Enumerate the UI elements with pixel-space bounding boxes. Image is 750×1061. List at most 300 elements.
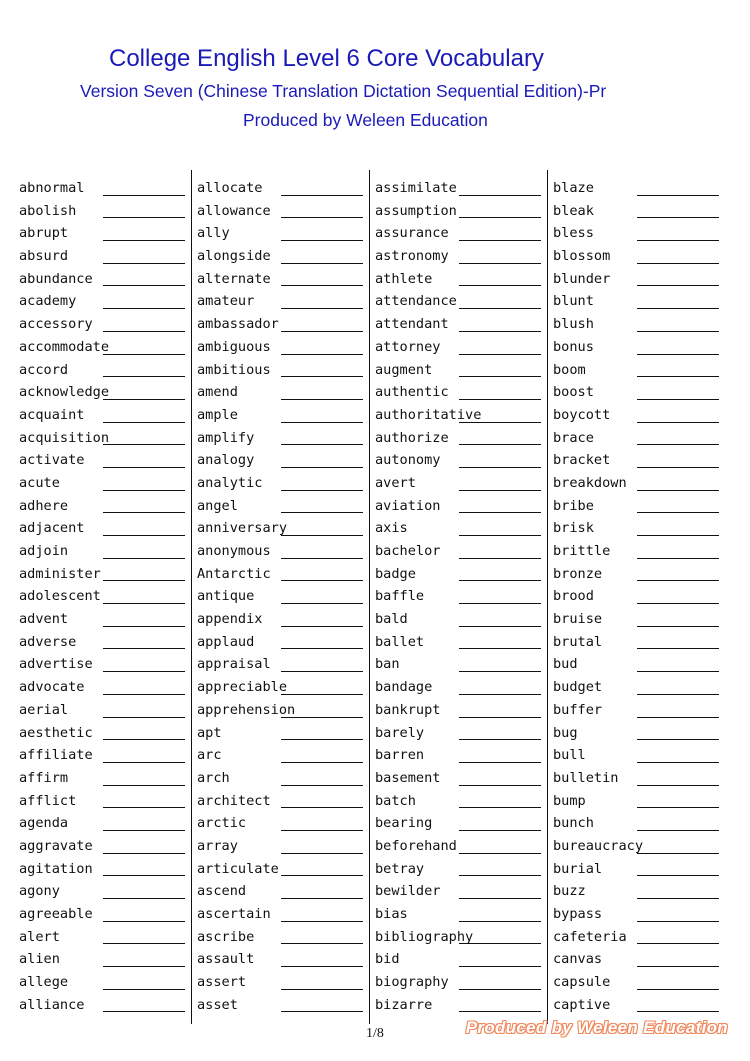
translation-blank[interactable] bbox=[459, 467, 541, 468]
vocab-word: basement bbox=[375, 769, 441, 786]
vocab-word: barely bbox=[375, 724, 425, 741]
vocab-row bbox=[19, 608, 189, 631]
vocab-word: absurd bbox=[19, 248, 69, 265]
translation-blank[interactable] bbox=[459, 875, 541, 876]
translation-blank[interactable] bbox=[637, 354, 719, 355]
translation-blank[interactable] bbox=[281, 966, 363, 967]
vocab-row bbox=[375, 722, 545, 745]
translation-blank[interactable] bbox=[459, 1011, 541, 1012]
vocab-row bbox=[553, 290, 723, 313]
translation-blank[interactable] bbox=[103, 717, 185, 718]
vocab-row bbox=[553, 790, 723, 813]
vocab-column-3 bbox=[375, 177, 545, 1016]
vocab-word: agreeable bbox=[19, 906, 93, 922]
vocab-row bbox=[553, 631, 723, 654]
vocab-word: bracket bbox=[553, 452, 611, 469]
translation-blank[interactable] bbox=[281, 422, 363, 423]
vocab-word: ally bbox=[197, 225, 230, 242]
translation-blank[interactable] bbox=[459, 444, 541, 445]
vocab-word: bulletin bbox=[553, 769, 619, 786]
translation-blank[interactable] bbox=[459, 490, 541, 491]
vocab-row bbox=[197, 404, 367, 427]
translation-blank[interactable] bbox=[637, 240, 719, 241]
vocab-word: affirm bbox=[19, 769, 69, 786]
vocab-row bbox=[375, 699, 545, 722]
vocab-row bbox=[197, 926, 367, 949]
translation-blank[interactable] bbox=[637, 671, 719, 672]
translation-blank[interactable] bbox=[459, 626, 541, 627]
translation-blank[interactable] bbox=[281, 263, 363, 264]
vocab-row bbox=[375, 313, 545, 336]
translation-blank[interactable] bbox=[281, 217, 363, 218]
translation-blank[interactable] bbox=[103, 603, 185, 604]
vocab-word: bypass bbox=[553, 906, 603, 922]
vocab-word: alert bbox=[19, 928, 60, 945]
translation-blank[interactable] bbox=[637, 966, 719, 967]
vocab-row bbox=[375, 245, 545, 268]
vocab-word: apt bbox=[197, 724, 222, 741]
vocab-word: bachelor bbox=[375, 543, 441, 559]
translation-blank[interactable] bbox=[459, 717, 541, 718]
vocab-word: abnormal bbox=[19, 180, 85, 196]
vocab-row bbox=[553, 812, 723, 835]
vocab-word: badge bbox=[375, 565, 416, 582]
translation-blank[interactable] bbox=[637, 376, 719, 377]
translation-blank[interactable] bbox=[459, 240, 541, 241]
vocab-row bbox=[19, 948, 189, 971]
vocab-word: bibliography bbox=[375, 928, 474, 945]
translation-blank[interactable] bbox=[637, 626, 719, 627]
translation-blank[interactable] bbox=[459, 671, 541, 672]
vocab-word: brace bbox=[553, 429, 594, 446]
vocab-row bbox=[197, 858, 367, 881]
vocab-word: antique bbox=[197, 588, 255, 605]
translation-blank[interactable] bbox=[281, 807, 363, 808]
translation-blank[interactable] bbox=[459, 694, 541, 695]
vocab-row bbox=[553, 381, 723, 404]
translation-blank[interactable] bbox=[637, 785, 719, 786]
vocab-row bbox=[375, 880, 545, 903]
vocab-row bbox=[197, 177, 367, 200]
translation-blank[interactable] bbox=[103, 331, 185, 332]
translation-blank[interactable] bbox=[637, 580, 719, 581]
translation-blank[interactable] bbox=[637, 694, 719, 695]
translation-blank[interactable] bbox=[103, 989, 185, 990]
vocab-row bbox=[19, 268, 189, 291]
translation-blank[interactable] bbox=[103, 875, 185, 876]
translation-blank[interactable] bbox=[103, 739, 185, 740]
vocab-row bbox=[19, 653, 189, 676]
translation-blank[interactable] bbox=[637, 898, 719, 899]
vocab-word: authoritative bbox=[375, 406, 482, 423]
vocab-row bbox=[375, 427, 545, 450]
vocab-word: assurance bbox=[375, 225, 449, 242]
vocab-row bbox=[19, 676, 189, 699]
vocab-row bbox=[19, 563, 189, 586]
vocab-row bbox=[553, 608, 723, 631]
vocab-row bbox=[197, 268, 367, 291]
vocab-row bbox=[197, 495, 367, 518]
vocab-word: alternate bbox=[197, 270, 271, 287]
translation-blank[interactable] bbox=[459, 921, 541, 922]
vocab-word: bureaucracy bbox=[553, 837, 644, 854]
translation-blank[interactable] bbox=[103, 943, 185, 944]
vocab-word: apprehension bbox=[197, 701, 296, 718]
vocab-word: ascend bbox=[197, 883, 247, 900]
vocab-row bbox=[375, 200, 545, 223]
translation-blank[interactable] bbox=[281, 921, 363, 922]
vocab-word: ambitious bbox=[197, 361, 271, 378]
translation-blank[interactable] bbox=[637, 444, 719, 445]
translation-blank[interactable] bbox=[103, 263, 185, 264]
vocab-row bbox=[553, 835, 723, 858]
vocab-row bbox=[19, 472, 189, 495]
translation-blank[interactable] bbox=[281, 671, 363, 672]
vocab-row bbox=[553, 926, 723, 949]
translation-blank[interactable] bbox=[459, 535, 541, 536]
vocab-row bbox=[197, 200, 367, 223]
vocab-row bbox=[19, 767, 189, 790]
vocab-row bbox=[375, 472, 545, 495]
translation-blank[interactable] bbox=[281, 331, 363, 332]
translation-blank[interactable] bbox=[637, 422, 719, 423]
vocab-row bbox=[375, 858, 545, 881]
translation-blank[interactable] bbox=[637, 1011, 719, 1012]
vocab-word: bewilder bbox=[375, 883, 441, 900]
vocab-row bbox=[19, 495, 189, 518]
translation-blank[interactable] bbox=[459, 943, 541, 944]
vocab-row bbox=[375, 971, 545, 994]
translation-blank[interactable] bbox=[637, 603, 719, 604]
vocab-row bbox=[553, 676, 723, 699]
vocab-row bbox=[375, 495, 545, 518]
translation-blank[interactable] bbox=[459, 580, 541, 581]
vocab-word: acknowledge bbox=[19, 384, 110, 401]
translation-blank[interactable] bbox=[281, 898, 363, 899]
translation-blank[interactable] bbox=[459, 898, 541, 899]
translation-blank[interactable] bbox=[103, 1011, 185, 1012]
vocab-word: aerial bbox=[19, 701, 69, 718]
translation-blank[interactable] bbox=[459, 376, 541, 377]
translation-blank[interactable] bbox=[281, 717, 363, 718]
translation-blank[interactable] bbox=[103, 762, 185, 763]
vocab-column-2 bbox=[197, 177, 367, 1016]
vocab-row bbox=[197, 313, 367, 336]
vocab-row bbox=[197, 608, 367, 631]
vocab-row bbox=[197, 359, 367, 382]
translation-blank[interactable] bbox=[281, 603, 363, 604]
translation-blank[interactable] bbox=[459, 308, 541, 309]
translation-blank[interactable] bbox=[281, 354, 363, 355]
vocab-column-4 bbox=[553, 177, 723, 1016]
translation-blank[interactable] bbox=[103, 285, 185, 286]
translation-blank[interactable] bbox=[281, 739, 363, 740]
vocab-row bbox=[197, 835, 367, 858]
translation-blank[interactable] bbox=[637, 830, 719, 831]
vocab-row bbox=[375, 563, 545, 586]
vocab-row bbox=[375, 608, 545, 631]
translation-blank[interactable] bbox=[103, 444, 185, 445]
translation-blank[interactable] bbox=[459, 263, 541, 264]
translation-blank[interactable] bbox=[637, 717, 719, 718]
vocab-row bbox=[19, 200, 189, 223]
translation-blank[interactable] bbox=[459, 989, 541, 990]
vocab-word: capsule bbox=[553, 974, 611, 991]
vocab-row bbox=[197, 971, 367, 994]
vocab-word: aggravate bbox=[19, 837, 93, 854]
translation-blank[interactable] bbox=[103, 807, 185, 808]
vocab-word: astronomy bbox=[375, 248, 449, 265]
vocab-word: ballet bbox=[375, 633, 425, 650]
translation-blank[interactable] bbox=[103, 490, 185, 491]
translation-blank[interactable] bbox=[103, 217, 185, 218]
translation-blank[interactable] bbox=[281, 535, 363, 536]
vocab-word: amplify bbox=[197, 429, 255, 446]
vocab-word: advent bbox=[19, 611, 69, 628]
translation-blank[interactable] bbox=[103, 853, 185, 854]
translation-blank[interactable] bbox=[637, 399, 719, 400]
translation-blank[interactable] bbox=[637, 762, 719, 763]
vocab-row bbox=[19, 699, 189, 722]
translation-blank[interactable] bbox=[637, 535, 719, 536]
vocab-row bbox=[553, 200, 723, 223]
translation-blank[interactable] bbox=[637, 921, 719, 922]
vocab-word: anonymous bbox=[197, 543, 271, 559]
translation-blank[interactable] bbox=[103, 648, 185, 649]
translation-blank[interactable] bbox=[281, 467, 363, 468]
translation-blank[interactable] bbox=[459, 285, 541, 286]
translation-blank[interactable] bbox=[459, 603, 541, 604]
vocab-word: bias bbox=[375, 906, 408, 922]
translation-blank[interactable] bbox=[281, 195, 363, 196]
translation-blank[interactable] bbox=[637, 285, 719, 286]
vocab-row bbox=[19, 880, 189, 903]
vocab-row bbox=[19, 540, 189, 563]
vocab-word: aviation bbox=[375, 497, 441, 514]
translation-blank[interactable] bbox=[637, 490, 719, 491]
vocab-word: biography bbox=[375, 974, 449, 991]
vocab-row bbox=[19, 631, 189, 654]
vocab-row bbox=[553, 880, 723, 903]
translation-blank[interactable] bbox=[103, 898, 185, 899]
vocab-word: analytic bbox=[197, 474, 263, 491]
vocab-word: arch bbox=[197, 769, 230, 786]
vocab-word: blaze bbox=[553, 180, 594, 196]
translation-blank[interactable] bbox=[103, 580, 185, 581]
translation-blank[interactable] bbox=[637, 512, 719, 513]
translation-blank[interactable] bbox=[459, 558, 541, 559]
translation-blank[interactable] bbox=[103, 558, 185, 559]
translation-blank[interactable] bbox=[459, 354, 541, 355]
vocab-word: bruise bbox=[553, 611, 603, 628]
vocab-row bbox=[553, 427, 723, 450]
vocab-row bbox=[19, 858, 189, 881]
translation-blank[interactable] bbox=[103, 354, 185, 355]
translation-blank[interactable] bbox=[281, 830, 363, 831]
vocab-word: affiliate bbox=[19, 747, 93, 764]
translation-blank[interactable] bbox=[637, 853, 719, 854]
vocab-word: ascertain bbox=[197, 906, 271, 922]
translation-blank[interactable] bbox=[103, 422, 185, 423]
vocab-row bbox=[19, 313, 189, 336]
translation-blank[interactable] bbox=[103, 195, 185, 196]
vocab-word: buffer bbox=[553, 701, 603, 718]
translation-blank[interactable] bbox=[281, 240, 363, 241]
translation-blank[interactable] bbox=[103, 535, 185, 536]
translation-blank[interactable] bbox=[637, 558, 719, 559]
translation-blank[interactable] bbox=[459, 217, 541, 218]
translation-blank[interactable] bbox=[103, 694, 185, 695]
vocab-row bbox=[197, 699, 367, 722]
translation-blank[interactable] bbox=[459, 512, 541, 513]
translation-blank[interactable] bbox=[103, 512, 185, 513]
vocab-word: boycott bbox=[553, 406, 611, 423]
translation-blank[interactable] bbox=[281, 853, 363, 854]
translation-blank[interactable] bbox=[281, 1011, 363, 1012]
vocab-row bbox=[19, 926, 189, 949]
vocab-word: authorize bbox=[375, 429, 449, 446]
translation-blank[interactable] bbox=[459, 853, 541, 854]
translation-blank[interactable] bbox=[103, 671, 185, 672]
vocab-word: anniversary bbox=[197, 520, 288, 537]
vocab-row bbox=[197, 722, 367, 745]
vocab-word: advocate bbox=[19, 679, 85, 696]
vocab-row bbox=[553, 222, 723, 245]
translation-blank[interactable] bbox=[637, 195, 719, 196]
vocab-word: amend bbox=[197, 384, 238, 401]
vocab-word: administer bbox=[19, 565, 101, 582]
vocab-row bbox=[553, 653, 723, 676]
vocab-word: analogy bbox=[197, 452, 255, 469]
vocab-row bbox=[553, 903, 723, 926]
page-title: College English Level 6 Core Vocabulary bbox=[109, 45, 544, 72]
translation-blank[interactable] bbox=[459, 739, 541, 740]
translation-blank[interactable] bbox=[459, 966, 541, 967]
vocab-word: blunt bbox=[553, 293, 594, 310]
translation-blank[interactable] bbox=[103, 830, 185, 831]
translation-blank[interactable] bbox=[637, 807, 719, 808]
translation-blank[interactable] bbox=[103, 467, 185, 468]
translation-blank[interactable] bbox=[281, 875, 363, 876]
vocab-row bbox=[197, 653, 367, 676]
vocab-word: array bbox=[197, 837, 238, 854]
vocab-row bbox=[553, 948, 723, 971]
translation-blank[interactable] bbox=[281, 762, 363, 763]
translation-blank[interactable] bbox=[103, 966, 185, 967]
vocab-word: bankrupt bbox=[375, 701, 441, 718]
vocab-word: bribe bbox=[553, 497, 594, 514]
translation-blank[interactable] bbox=[103, 626, 185, 627]
translation-blank[interactable] bbox=[459, 195, 541, 196]
translation-blank[interactable] bbox=[459, 648, 541, 649]
translation-blank[interactable] bbox=[459, 331, 541, 332]
vocab-word: architect bbox=[197, 792, 271, 809]
translation-blank[interactable] bbox=[281, 490, 363, 491]
vocab-row bbox=[375, 404, 545, 427]
vocab-word: ambassador bbox=[197, 316, 279, 333]
translation-blank[interactable] bbox=[281, 943, 363, 944]
vocab-row bbox=[553, 449, 723, 472]
translation-blank[interactable] bbox=[103, 240, 185, 241]
translation-blank[interactable] bbox=[281, 785, 363, 786]
translation-blank[interactable] bbox=[637, 648, 719, 649]
vocab-row bbox=[375, 290, 545, 313]
vocab-word: articulate bbox=[197, 860, 279, 877]
translation-blank[interactable] bbox=[281, 580, 363, 581]
vocab-word: accord bbox=[19, 361, 69, 378]
translation-blank[interactable] bbox=[103, 399, 185, 400]
vocab-word: blunder bbox=[553, 270, 611, 287]
vocab-word: accessory bbox=[19, 316, 93, 333]
vocab-word: blossom bbox=[553, 248, 611, 265]
translation-blank[interactable] bbox=[459, 830, 541, 831]
vocab-row bbox=[19, 381, 189, 404]
translation-blank[interactable] bbox=[637, 331, 719, 332]
vocab-word: brisk bbox=[553, 520, 594, 537]
vocab-word: budget bbox=[553, 679, 603, 696]
vocab-word: arctic bbox=[197, 815, 247, 832]
producer-watermark: Produced by Weleen Education bbox=[465, 1018, 728, 1037]
vocab-word: blush bbox=[553, 316, 594, 333]
translation-blank[interactable] bbox=[637, 943, 719, 944]
translation-blank[interactable] bbox=[459, 422, 541, 423]
translation-blank[interactable] bbox=[281, 512, 363, 513]
vocab-word: accommodate bbox=[19, 338, 110, 355]
translation-blank[interactable] bbox=[103, 785, 185, 786]
vocab-row bbox=[19, 404, 189, 427]
vocab-row bbox=[197, 381, 367, 404]
translation-blank[interactable] bbox=[281, 626, 363, 627]
vocab-row bbox=[19, 336, 189, 359]
translation-blank[interactable] bbox=[459, 762, 541, 763]
translation-blank[interactable] bbox=[459, 399, 541, 400]
vocab-row bbox=[553, 472, 723, 495]
translation-blank[interactable] bbox=[637, 989, 719, 990]
translation-blank[interactable] bbox=[281, 989, 363, 990]
vocab-word: assumption bbox=[375, 202, 457, 219]
vocab-row bbox=[197, 676, 367, 699]
vocab-word: appendix bbox=[197, 611, 263, 628]
translation-blank[interactable] bbox=[459, 785, 541, 786]
vocab-word: attendance bbox=[375, 293, 457, 310]
translation-blank[interactable] bbox=[281, 558, 363, 559]
translation-blank[interactable] bbox=[459, 807, 541, 808]
translation-blank[interactable] bbox=[103, 376, 185, 377]
translation-blank[interactable] bbox=[637, 308, 719, 309]
translation-blank[interactable] bbox=[637, 739, 719, 740]
translation-blank[interactable] bbox=[281, 648, 363, 649]
translation-blank[interactable] bbox=[103, 921, 185, 922]
translation-blank[interactable] bbox=[281, 399, 363, 400]
column-divider bbox=[191, 170, 192, 1024]
translation-blank[interactable] bbox=[637, 217, 719, 218]
vocab-word: burial bbox=[553, 860, 603, 877]
translation-blank[interactable] bbox=[637, 263, 719, 264]
translation-blank[interactable] bbox=[281, 444, 363, 445]
translation-blank[interactable] bbox=[281, 308, 363, 309]
translation-blank[interactable] bbox=[637, 875, 719, 876]
translation-blank[interactable] bbox=[281, 285, 363, 286]
vocab-word: allege bbox=[19, 974, 69, 991]
vocab-row bbox=[553, 245, 723, 268]
vocab-word: afflict bbox=[19, 792, 77, 809]
translation-blank[interactable] bbox=[281, 694, 363, 695]
vocab-word: canvas bbox=[553, 951, 603, 968]
translation-blank[interactable] bbox=[637, 467, 719, 468]
translation-blank[interactable] bbox=[281, 376, 363, 377]
vocab-word: agony bbox=[19, 883, 60, 900]
translation-blank[interactable] bbox=[103, 308, 185, 309]
